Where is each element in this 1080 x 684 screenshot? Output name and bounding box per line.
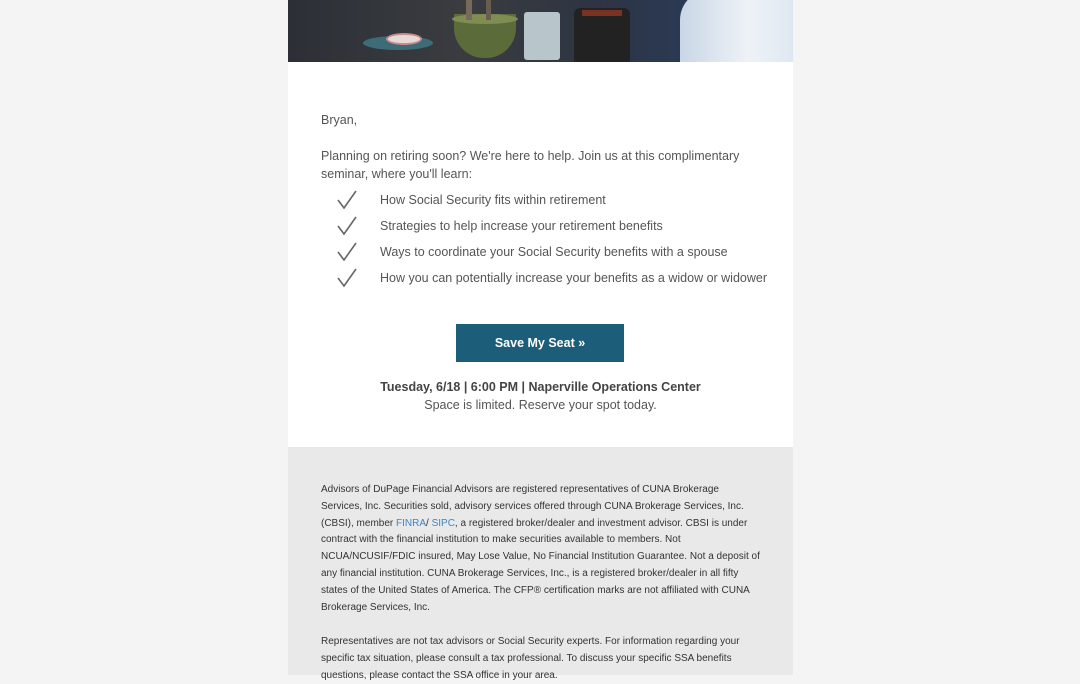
- utensil-shape: [486, 0, 491, 20]
- hero-image: [288, 0, 793, 62]
- list-item: [336, 215, 776, 241]
- event-details: Tuesday, 6/18 | 6:00 PM | Naperville Operations Center: [380, 380, 701, 394]
- benefit-text: Ways to coordinate your Social Security benefits with a spouse: [380, 245, 728, 259]
- footer: [288, 447, 793, 681]
- jug-shape: [574, 8, 630, 62]
- sipc-link[interactable]: SIPC: [431, 517, 455, 529]
- benefit-text: Strategies to help increase your retirement benefits: [380, 219, 663, 233]
- intro-paragraph: Planning on retiring soon? We're here to help. Join us at this complimentary seminar, where you'll learn:: [321, 149, 740, 181]
- email-body: [288, 0, 793, 681]
- limited-note: Space is limited. Reserve your spot today.: [424, 398, 657, 412]
- finra-link[interactable]: FINRA: [396, 517, 427, 529]
- checkmark-icon: [336, 267, 358, 289]
- disclaimer-paragraph: [321, 482, 761, 616]
- link-separator: /: [426, 517, 432, 529]
- benefit-text: How Social Security fits within retirement: [380, 193, 606, 207]
- disclaimer-text: , a registered broker/dealer and investment advisor. CBSI is under contract with the financial institution to make securities available to members. Not NCUA/NCUSIF/FDIC insured, May Lose Value, No Financial Institution Guarantee. Not a deposit of any financial institution. CUNA Brokerage Services, Inc., is a registered broker/dealer in all fifty states of the United States of America. The CFP® certification marks are not affiliated with CUNA Brokerage Services, Inc.: [321, 517, 760, 613]
- list-item: [336, 241, 776, 267]
- person-shape: [680, 0, 793, 62]
- checkmark-icon: [336, 215, 358, 237]
- list-item: [336, 189, 776, 215]
- list-item: [336, 267, 776, 293]
- jug-accent-shape: [582, 10, 622, 16]
- mug-shape: [524, 12, 560, 60]
- bowl-rim-shape: [452, 14, 518, 24]
- checkmark-icon: [336, 189, 358, 211]
- disclaimer-text: Advisors of DuPage Financial Advisors are registered representatives of CUNA Brokerage Services, Inc. Securities sold, advisory services offered through CUNA Brokerage Services, Inc. (CBSI), member: [321, 484, 744, 529]
- utensil-shape: [466, 0, 472, 20]
- donut-shape: [386, 33, 422, 45]
- benefits-list: [336, 189, 776, 293]
- greeting: Bryan,: [321, 113, 358, 127]
- checkmark-icon: [336, 241, 358, 263]
- save-my-seat-button[interactable]: Save My Seat »: [456, 324, 624, 362]
- benefit-text: How you can potentially increase your benefits as a widow or widower: [380, 271, 767, 285]
- tax-disclaimer-paragraph: Representatives are not tax advisors or Social Security experts. For information regarding your specific tax situation, please consult a tax professional. To discuss your specific SSA benefits questions, please contact the SSA office in your area.: [321, 636, 740, 681]
